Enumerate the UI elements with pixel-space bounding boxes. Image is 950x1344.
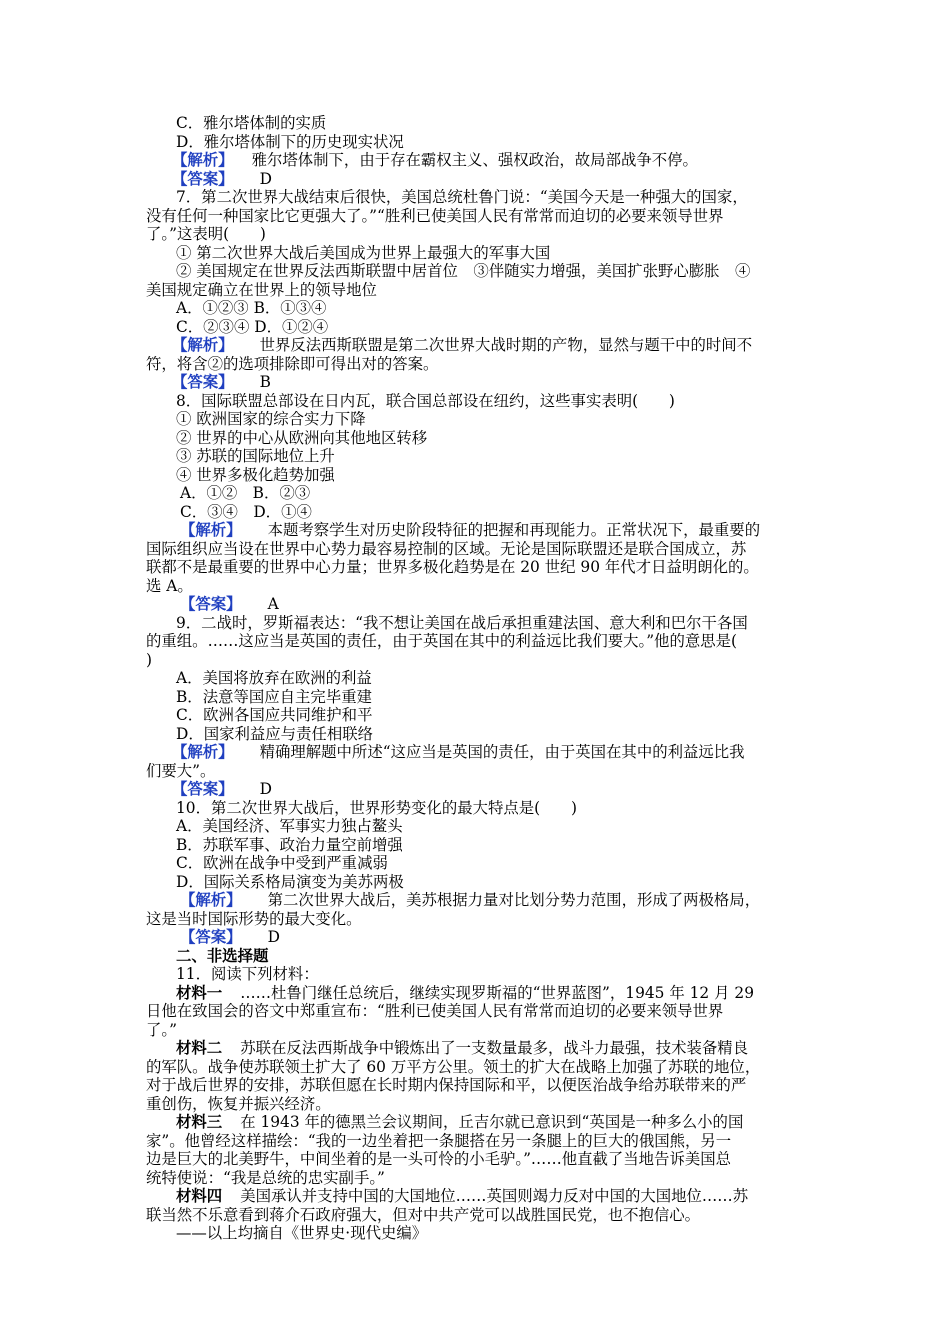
document-page	[146, 114, 810, 1243]
question-9-line: )	[146, 650, 153, 669]
section-heading: 二、非选择题	[176, 946, 269, 965]
option-row: A．①② B．②③	[180, 484, 311, 502]
answer-line	[146, 595, 810, 614]
material-text: 联当然不乐意看到蒋介石政府强大，但对中共产党可以战胜国民党，也不抱信心。	[146, 1205, 701, 1224]
answer-value: A	[267, 595, 279, 613]
question-7-line: 没有任何一种国家比它更强大了。”“胜利已使美国人民有常常而迫切的必要来领导世界	[146, 206, 724, 225]
question-9: 9．二战时，罗斯福表达：“我不想让美国在战后承担重建法国、意大利和巴尔干各国	[176, 613, 748, 632]
option-d: D．雅尔塔体制下的历史现实状况	[176, 132, 404, 151]
option-row: A．①②③ B．①③④	[176, 299, 327, 317]
material-2	[146, 1039, 810, 1058]
material-text: 苏联在反法西斯战争中锻炼出了一支数量最多，战斗力最强，技术装备精良	[240, 1039, 749, 1057]
material-text: 对于战后世界的安排，苏联但愿在长时期内保持国际和平，以便医治战争给苏联带来的严	[146, 1076, 747, 1094]
material-text: 在 1943 年的德黑兰会议期间，丘吉尔就已意识到“英国是一种多么小的国	[240, 1113, 744, 1131]
analysis-text: 精确理解题中所述“这应当是英国的责任，由于英国在其中的利益远比我	[259, 743, 745, 761]
material-text: 重创伤，恢复并振兴经济。	[146, 1094, 331, 1113]
option-a: A．美国经济、军事实力独占鳌头	[176, 817, 403, 835]
statement-item: ② 世界的中心从欧洲向其他地区转移	[176, 428, 428, 447]
question-11: 11．阅读下列材料：	[176, 965, 319, 983]
analysis-text: 国际组织应当设在世界中心势力最容易控制的区域。无论是国际联盟还是联合国成立，苏	[146, 539, 747, 558]
analysis-tag: 【解析】	[172, 151, 234, 169]
answer-tag: 【答案】	[172, 169, 234, 188]
option-row: C．②③④ D．①②④	[176, 317, 329, 336]
analysis-tag: 【解析】	[172, 336, 234, 354]
question-7: 7．第二次世界大战结束后很快，美国总统杜鲁门说：“美国今天是一种强大的国家，	[176, 188, 748, 206]
material-1	[146, 984, 810, 1003]
answer-value: B	[259, 373, 271, 391]
material-label: 材料四	[176, 1187, 223, 1205]
answer-line	[146, 780, 810, 799]
question-9-line: 的重组。……这应当是英国的责任，由于英国在其中的利益远比我们要大。”他的意思是(	[146, 632, 738, 650]
material-text: 统特使说：“我是总统的忠实副手。”	[146, 1168, 385, 1187]
analysis-line	[146, 891, 810, 910]
option-b: B．法意等国应自主完毕重建	[176, 687, 372, 706]
answer-tag: 【答案】	[180, 928, 242, 946]
material-label: 材料三	[176, 1113, 223, 1131]
statement-item: ① 欧洲国家的综合实力下降	[176, 410, 366, 428]
analysis-text: 选 A。	[146, 576, 193, 595]
answer-value: D	[259, 780, 272, 798]
answer-value: D	[259, 169, 272, 188]
material-4	[146, 1187, 810, 1206]
analysis-text: 雅尔塔体制下，由于存在霸权主义、强权政治，故局部战争不停。	[251, 151, 698, 169]
analysis-text: 第二次世界大战后，美苏根据力量对比划分势力范围，形成了两极格局，	[267, 891, 761, 909]
option-b: B．苏联军事、政治力量空前增强	[176, 835, 403, 854]
analysis-line	[146, 151, 810, 170]
material-3	[146, 1113, 810, 1132]
question-10: 10．第二次世界大战后，世界形势变化的最大特点是( )	[176, 798, 577, 817]
statement-item: ④ 世界多极化趋势加强	[176, 465, 335, 484]
option-c: C．雅尔塔体制的实质	[176, 114, 327, 132]
material-text: 了。”	[146, 1020, 177, 1039]
question-7-line: 了。”这表明( )	[146, 225, 266, 243]
analysis-tag: 【解析】	[180, 891, 242, 909]
analysis-text: 们要大”。	[146, 761, 216, 780]
analysis-text: 本题考察学生对历史阶段特征的把握和再现能力。正常状况下，最重要的	[267, 521, 761, 539]
material-text: 边是巨大的北美野牛，中间坐着的是一头可怜的小毛驴。”……他直截了当地告诉美国总	[146, 1150, 732, 1168]
material-label: 材料二	[176, 1039, 223, 1057]
source-citation: ——以上均摘自《世界史·现代史编》	[176, 1224, 428, 1242]
option-c: C．欧洲在战争中受到严重减弱	[176, 854, 388, 872]
analysis-text: 符，将含②的选项排除即可得出对的答案。	[146, 354, 439, 373]
analysis-tag: 【解析】	[180, 521, 242, 539]
option-c: C．欧洲各国应共同维护和平	[176, 706, 373, 724]
analysis-text: 世界反法西斯联盟是第二次世界大战时期的产物，显然与题干中的时间不	[259, 336, 753, 354]
material-label: 材料一	[176, 983, 223, 1002]
statement-item: ③ 苏联的国际地位上升	[176, 447, 335, 465]
material-text: 美国承认并支持中国的大国地位……英国则竭力反对中国的大国地位……苏	[240, 1187, 749, 1205]
material-text: 日他在致国会的咨文中郑重宣布：“胜利已使美国人民有常常而迫切的必要来领导世界	[146, 1002, 724, 1020]
answer-tag: 【答案】	[180, 595, 242, 613]
option-d: D．国家利益应与责任相联络	[176, 724, 374, 743]
material-text: 的军队。战争使苏联领土扩大了 60 万平方公里。领土的扩大在战略上加强了苏联的地位，	[146, 1057, 761, 1076]
analysis-tag: 【解析】	[172, 743, 234, 761]
option-d: D．国际关系格局演变为美苏两极	[176, 872, 404, 891]
analysis-line	[146, 743, 810, 762]
answer-line	[146, 170, 810, 189]
material-text: ……杜鲁门继任总统后，继续实现罗斯福的“世界蓝图”，1945 年 12 月 29	[240, 983, 754, 1002]
option-a: A．美国将放弃在欧洲的利益	[176, 669, 372, 687]
option-row: C．③④ D．①④	[180, 502, 312, 521]
question-8: 8．国际联盟总部设在日内瓦，联合国总部设在纽约，这些事实表明( )	[176, 391, 675, 410]
analysis-text: 联都不是最重要的世界中心力量；世界多极化趋势是在 20 世纪 90 年代才日益明朗化的。	[146, 558, 759, 576]
answer-line	[146, 373, 810, 392]
material-text: 家”。他曾经这样描绘：“我的一边坐着把一条腿搭在另一条腿上的巨大的俄国熊，另一	[146, 1131, 732, 1150]
statement-item: ② 美国规定在世界反法西斯联盟中居首位 ③伴随实力增强，美国扩张野心膨胀 ④	[176, 262, 751, 280]
analysis-line	[146, 336, 810, 355]
answer-line	[146, 928, 810, 947]
answer-value: D	[267, 928, 280, 946]
analysis-text: 这是当时国际形势的最大变化。	[146, 909, 362, 928]
answer-tag: 【答案】	[172, 373, 234, 391]
statement-item: 美国规定确立在世界上的领导地位	[146, 280, 377, 299]
answer-tag: 【答案】	[172, 780, 234, 798]
statement-item: ① 第二次世界大战后美国成为世界上最强大的军事大国	[176, 243, 551, 262]
analysis-line	[146, 521, 810, 540]
